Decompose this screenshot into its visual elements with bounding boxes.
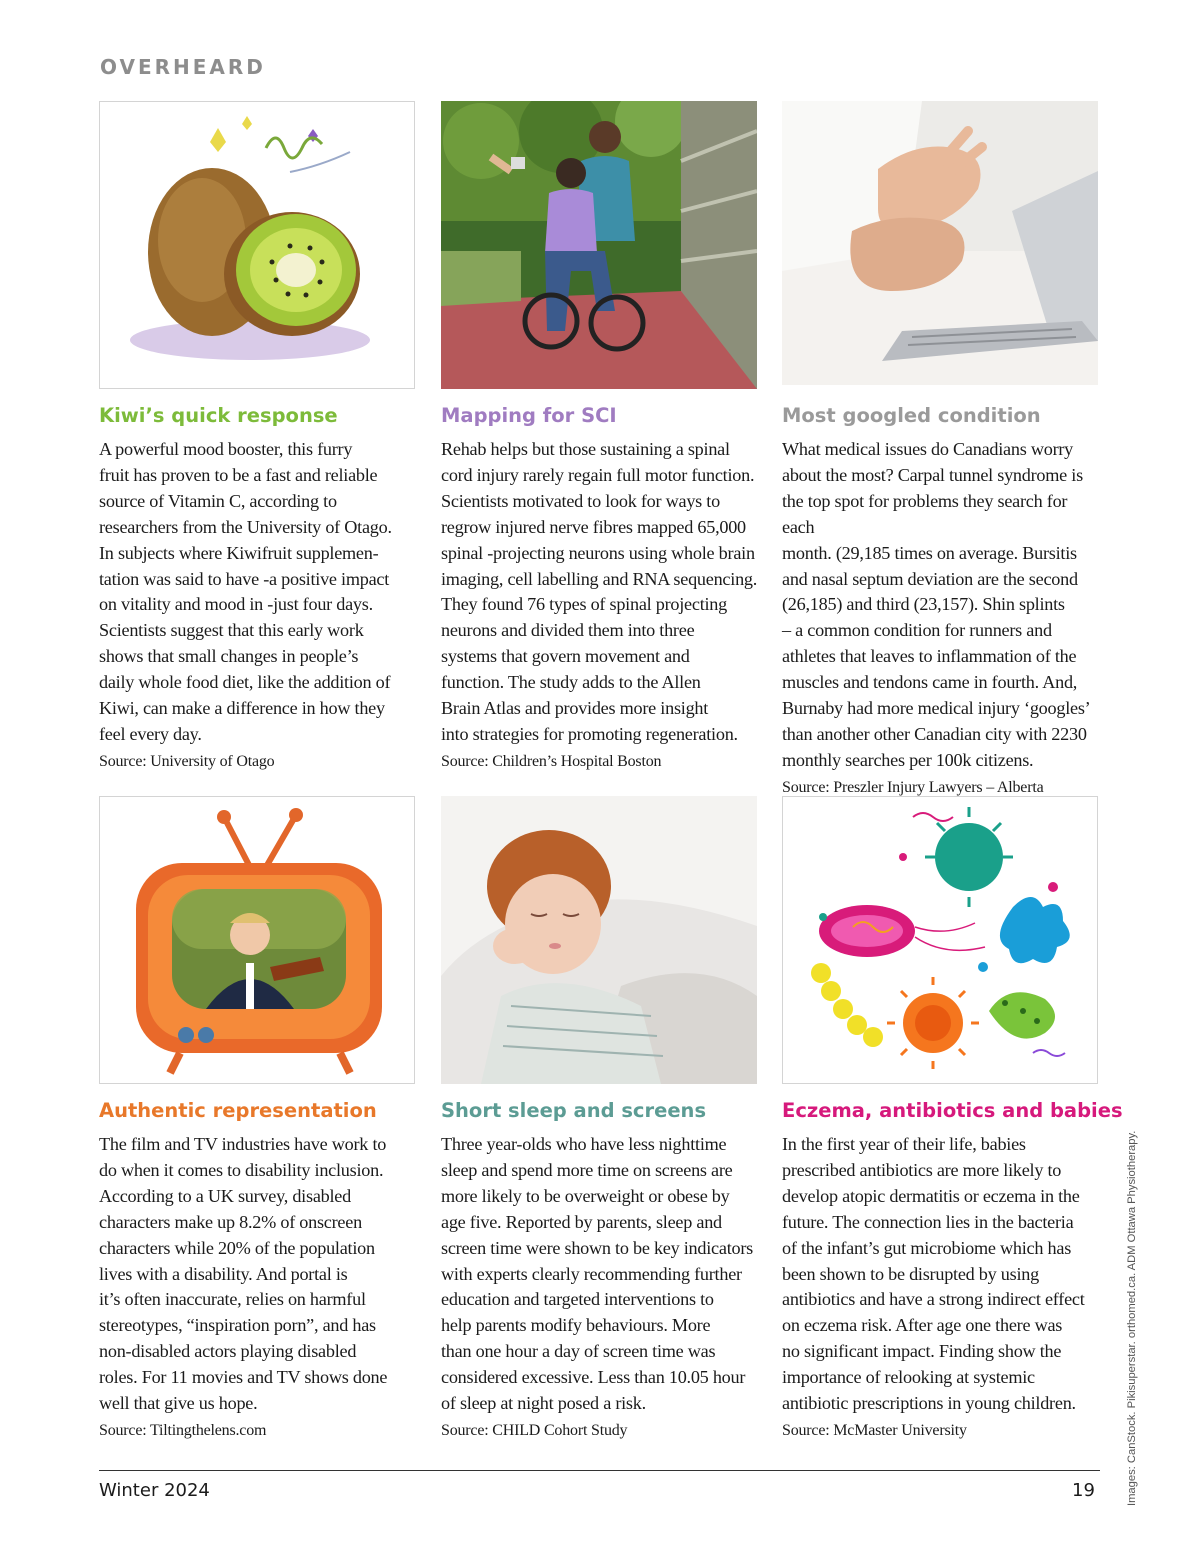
article-authentic bbox=[99, 796, 417, 1442]
article-sci bbox=[441, 101, 759, 773]
article-kiwi bbox=[99, 101, 417, 773]
article-title: Most googled condition bbox=[782, 404, 1041, 427]
article-body: What medical issues do Canadians worry about the most? Carpal tunnel syndrome is the top spot for problems they search for each month. (29,185 times on average. Bursitis and nasal septum deviation are the second (26,185) and third (23,157). Shin splints – a common condition for runners and athletes that leaves to inflammation of the muscles and tendons came in fourth. And, Burnaby had more medical injury ‘googles’ than another other Canadian city with 2230 monthly searches per 100k citizens. bbox=[782, 439, 1091, 770]
article-body: A powerful mood booster, this furry fruit has proven to be a fast and reliable source of Vitamin C, according to researchers from the University of Otago. In subjects where Kiwifruit supplemen- tation was said to have -a positive impact on vitality and mood in -just four days. Scientists suggest that this early work shows that small changes in people’s daily whole food diet, like the addition of Kiwi, can make a difference in how they feel every day. bbox=[99, 439, 392, 744]
tv-violinist-illustration bbox=[99, 796, 415, 1084]
wrist-pain-laptop-photo bbox=[782, 101, 1098, 385]
bacteria-illustration bbox=[782, 796, 1098, 1084]
article-body: In the first year of their life, babies prescribed antibiotics are more likely to develop atopic dermatitis or eczema in the future. The connection lies in the bacteria of the infant’s gut microbiome which has been shown to be disrupted by using antibiotics and have a strong indirect effect on eczema risk. After age one there was no significant impact. Finding show the importance of relooking at systemic antibiotic prescriptions in young children. bbox=[782, 1134, 1085, 1414]
article-source: Source: McMaster University bbox=[782, 1421, 967, 1439]
sleeping-child-photo bbox=[441, 796, 757, 1084]
article-body: Rehab helps but those sustaining a spinal cord injury rarely regain full motor function. Scientists motivated to look for ways to regrow injured nerve fibres mapped 65,000 spinal -projecting neurons using whole brain imaging, cell labelling and RNA sequencing. They found 76 types of spinal projecting neurons and divided them into three systems that govern movement and function. The study adds to the Allen Brain Atlas and provides more insight into strategies for promoting regeneration. bbox=[441, 439, 758, 744]
article-title: Eczema, antibiotics and babies bbox=[782, 1099, 1123, 1122]
article-title: Mapping for SCI bbox=[441, 404, 617, 427]
article-body: The film and TV industries have work to do when it comes to disability inclusion. According to a UK survey, disabled characters make up 8.2% of onscreen characters while 20% of the population lives with a disability. And portal is it’s often inaccurate, relies on harmful stereotypes, “inspiration porn”, and has non-disabled actors playing disabled roles. For 11 movies and TV shows done well that give us hope. bbox=[99, 1134, 388, 1414]
article-source: Source: University of Otago bbox=[99, 752, 275, 770]
issue-label: Winter 2024 bbox=[99, 1480, 210, 1501]
image-credit: Images: CanStock. Pikisuperstar. orthomed.ca. ADM Ottawa Physiotherapy. bbox=[1126, 1130, 1138, 1506]
article-source: Source: CHILD Cohort Study bbox=[441, 1421, 628, 1439]
footer-rule bbox=[99, 1470, 1100, 1471]
article-title: Kiwi’s quick response bbox=[99, 404, 338, 427]
article-source: Source: Tiltingthelens.com bbox=[99, 1421, 267, 1439]
article-title: Authentic representation bbox=[99, 1099, 377, 1122]
article-title: Short sleep and screens bbox=[441, 1099, 707, 1122]
kiwi-illustration bbox=[99, 101, 415, 389]
page-number: 19 bbox=[1072, 1480, 1095, 1501]
article-googled bbox=[782, 101, 1100, 799]
section-label: OVERHEARD bbox=[100, 55, 266, 79]
wheelchair-selfie-photo bbox=[441, 101, 757, 389]
article-body: Three year-olds who have less nighttime sleep and spend more time on screens are more likely to be overweight or obese by age five. Reported by parents, sleep and screen time were shown to be key indicators with experts clearly recommending further education and targeted interventions to help parents modify behaviours. More than one hour a day of screen time was considered excessive. Less than 10.05 hour of sleep at night posed a risk. bbox=[441, 1134, 753, 1414]
article-eczema bbox=[782, 796, 1123, 1442]
article-sleep bbox=[441, 796, 759, 1442]
article-source: Source: Children’s Hospital Boston bbox=[441, 752, 662, 770]
article-source: Source: Preszler Injury Lawyers – Alberta bbox=[782, 778, 1044, 796]
